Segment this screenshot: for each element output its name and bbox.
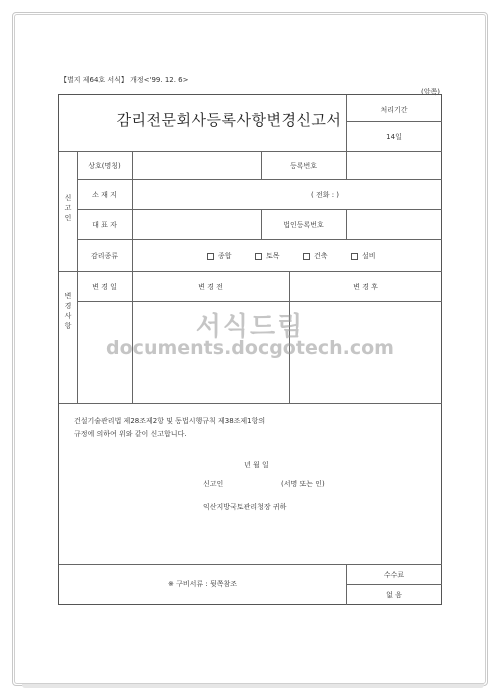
form-title: 감리전문회사등록사항변경신고서	[116, 111, 342, 129]
divider	[346, 151, 347, 179]
statement-line-1: 건설기술관리법 제28조제2항 및 동법시행규칙 제38조제1항의	[74, 417, 266, 425]
divider	[77, 151, 78, 403]
divider	[59, 403, 442, 404]
checkbox-icon[interactable]	[207, 253, 214, 260]
divider	[77, 179, 442, 180]
before-change-label: 변 경 전	[198, 283, 223, 291]
addressee: 익산지방국토관리청장 귀하	[203, 503, 287, 511]
front-side-label: (앞쪽)	[421, 88, 440, 96]
date-line: 년 월 일	[244, 461, 269, 469]
divider	[346, 209, 347, 239]
divider	[346, 584, 442, 585]
address-label: 소 재 지	[92, 191, 117, 199]
divider	[346, 121, 442, 122]
processing-period-value: 14일	[386, 133, 402, 141]
divider	[59, 271, 442, 272]
statement-line-2: 규정에 의하여 위와 같이 신고합니다.	[74, 430, 187, 438]
fee-label: 수수료	[383, 571, 405, 579]
divider	[346, 95, 347, 151]
representative-label: 대 표 자	[92, 221, 117, 229]
fee-value: 없 음	[386, 591, 402, 599]
processing-period-label: 처리기간	[380, 106, 408, 114]
watermark-url: documents.docgotech.com	[106, 337, 394, 359]
divider	[77, 239, 442, 240]
attachments-note: ※ 구비서류 : 뒷쪽참조	[168, 580, 237, 588]
divider	[59, 564, 442, 565]
option-equipment[interactable]: 설비	[351, 251, 376, 261]
changes-section-label: 변경사항	[64, 292, 72, 330]
divider	[77, 209, 442, 210]
checkbox-icon[interactable]	[255, 253, 262, 260]
watermark-title: 서식드림	[195, 312, 305, 342]
option-civil[interactable]: 토목	[255, 251, 280, 261]
divider	[132, 151, 133, 403]
phone-text: ( 전화 : )	[311, 191, 340, 199]
after-change-label: 변 경 후	[353, 283, 378, 291]
form-id: 【별지 제64호 서식】 개정<'99. 12. 6>	[60, 76, 189, 84]
divider	[59, 151, 442, 152]
corporate-registration-label: 법인등록번호	[283, 221, 324, 229]
registration-number-label: 등록번호	[289, 162, 318, 170]
checkbox-icon[interactable]	[351, 253, 358, 260]
checkbox-icon[interactable]	[303, 253, 310, 260]
option-architecture[interactable]: 건축	[303, 251, 328, 261]
signer-label: 신고인	[203, 480, 224, 488]
divider	[77, 301, 442, 302]
trade-name-label: 상호(명칭)	[88, 162, 121, 170]
signer-note: (서명 또는 인)	[281, 480, 325, 488]
reporter-section-label: 신고인	[64, 194, 72, 222]
option-comprehensive[interactable]: 종합	[207, 251, 232, 261]
supervision-type-label: 감리종류	[90, 252, 119, 260]
change-date-label: 변 경 일	[92, 283, 117, 291]
